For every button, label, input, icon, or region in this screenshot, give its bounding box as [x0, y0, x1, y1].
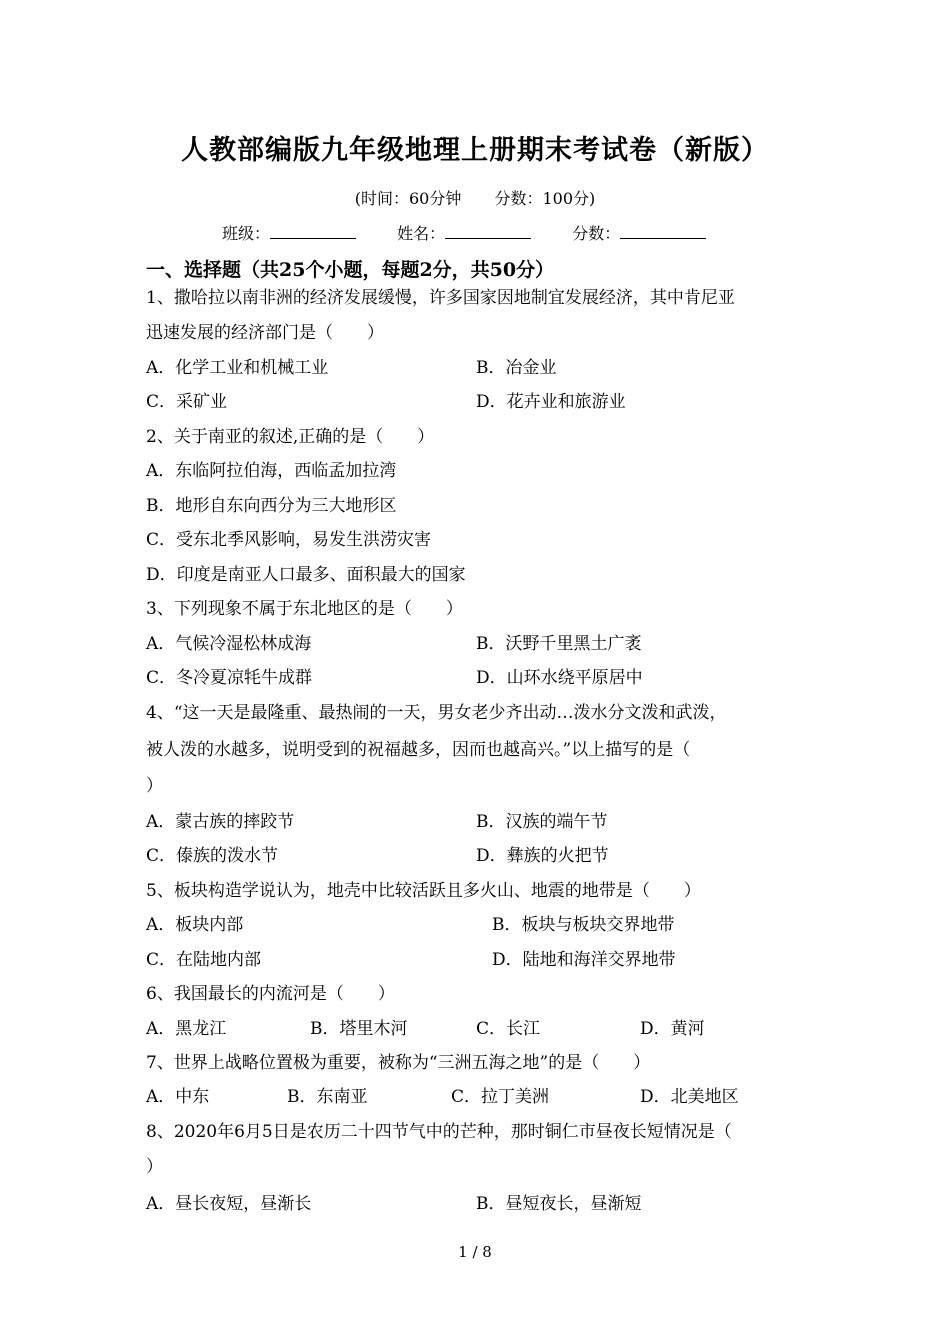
q4-option-a: A．蒙古族的摔跤节: [146, 812, 295, 832]
q2-option-c: C．受东北季风影响，易发生洪涝灾害: [146, 530, 432, 550]
q2-option-b: B．地形自东向西分为三大地形区: [146, 496, 397, 516]
q5-option-d: D．陆地和海洋交界地带: [492, 950, 676, 970]
q1-option-b: B．冶金业: [476, 358, 557, 378]
class-blank: [270, 224, 356, 239]
q3-option-d: D．山环水绕平原居中: [476, 668, 643, 688]
q4-option-b: B．汉族的端午节: [476, 812, 608, 832]
score-label: 分数：: [572, 224, 621, 243]
q7-option-c: C．拉丁美洲: [451, 1087, 550, 1107]
q5-stem: 5、板块构造学说认为，地壳中比较活跃且多火山、地震的地带是（ ）: [146, 881, 701, 901]
q4-stem-line1: 4、“这一天是最隆重、最热闹的一天，男女老少齐出动…泼水分文泼和武泼，: [146, 703, 727, 723]
q8-stem-line1: 8、2020年6月5日是农历二十四节气中的芒种，那时铜仁市昼夜长短情况是（: [146, 1122, 732, 1142]
q6-option-d: D．黄河: [640, 1019, 705, 1039]
q7-option-b: B．东南亚: [287, 1087, 368, 1107]
q8-option-a: A．昼长夜短，昼渐长: [146, 1194, 312, 1214]
q3-option-b: B．沃野千里黑土广袤: [476, 634, 642, 654]
score-field: [572, 221, 706, 244]
q5-option-c: C．在陆地内部: [146, 950, 262, 970]
q2-option-d: D．印度是南亚人口最多、面积最大的国家: [146, 565, 466, 585]
exam-time: (时间：60分钟: [354, 189, 462, 208]
q1-stem-line2: 迅速发展的经济部门是（ ）: [146, 323, 384, 343]
class-label: 班级：: [222, 224, 271, 243]
q7-option-d: D．北美地区: [640, 1087, 739, 1107]
q3-option-a: A．气候冷湿松林成海: [146, 634, 312, 654]
q4-stem-line2: 被人泼的水越多，说明受到的祝福越多，因而也越高兴。”以上描写的是（: [146, 740, 691, 760]
page-title: 人教部编版九年级地理上册期末考试卷（新版）: [181, 135, 769, 166]
q2-option-a: A．东临阿拉伯海，西临孟加拉湾: [146, 461, 397, 481]
q5-option-a: A．板块内部: [146, 915, 244, 935]
q4-option-d: D．彝族的火把节: [476, 846, 609, 866]
q1-option-d: D．花卉业和旅游业: [476, 392, 626, 412]
q6-option-c: C．长江: [476, 1019, 541, 1039]
name-field: [397, 221, 531, 244]
section-heading: 一、选择题（共25个小题，每题2分，共50分）: [146, 259, 555, 281]
q1-option-c: C．采矿业: [146, 392, 228, 412]
name-label: 姓名：: [397, 224, 446, 243]
q3-option-c: C．冬冷夏凉牦牛成群: [146, 668, 313, 688]
page-number: 1 / 8: [458, 1243, 492, 1261]
q2-stem: 2、关于南亚的叙述,正确的是（ ）: [146, 427, 435, 447]
q7-option-a: A．中东: [146, 1087, 210, 1107]
exam-meta: [0, 186, 950, 209]
name-blank: [445, 224, 531, 239]
exam-total-score: 分数：100分): [494, 189, 596, 208]
q8-stem-line2: ）: [146, 1157, 163, 1177]
q1-stem-line1: 1、撒哈拉以南非洲的经济发展缓慢，许多国家因地制宜发展经济，其中肯尼亚: [146, 288, 735, 308]
q6-option-a: A．黑龙江: [146, 1019, 227, 1039]
q6-stem: 6、我国最长的内流河是（ ）: [146, 984, 395, 1004]
q4-option-c: C．傣族的泼水节: [146, 846, 279, 866]
q6-option-b: B．塔里木河: [310, 1019, 408, 1039]
q7-stem: 7、世界上战略位置极为重要，被称为“三洲五海之地”的是（ ）: [146, 1053, 651, 1073]
student-info-fields: [222, 221, 742, 244]
q4-stem-line3: ）: [146, 776, 163, 796]
q5-option-b: B．板块与板块交界地带: [492, 915, 675, 935]
score-blank: [620, 224, 706, 239]
q3-stem: 3、下列现象不属于东北地区的是（ ）: [146, 599, 463, 619]
q8-option-b: B．昼短夜长，昼渐短: [476, 1194, 642, 1214]
q1-option-a: A．化学工业和机械工业: [146, 358, 329, 378]
class-field: [222, 221, 356, 244]
